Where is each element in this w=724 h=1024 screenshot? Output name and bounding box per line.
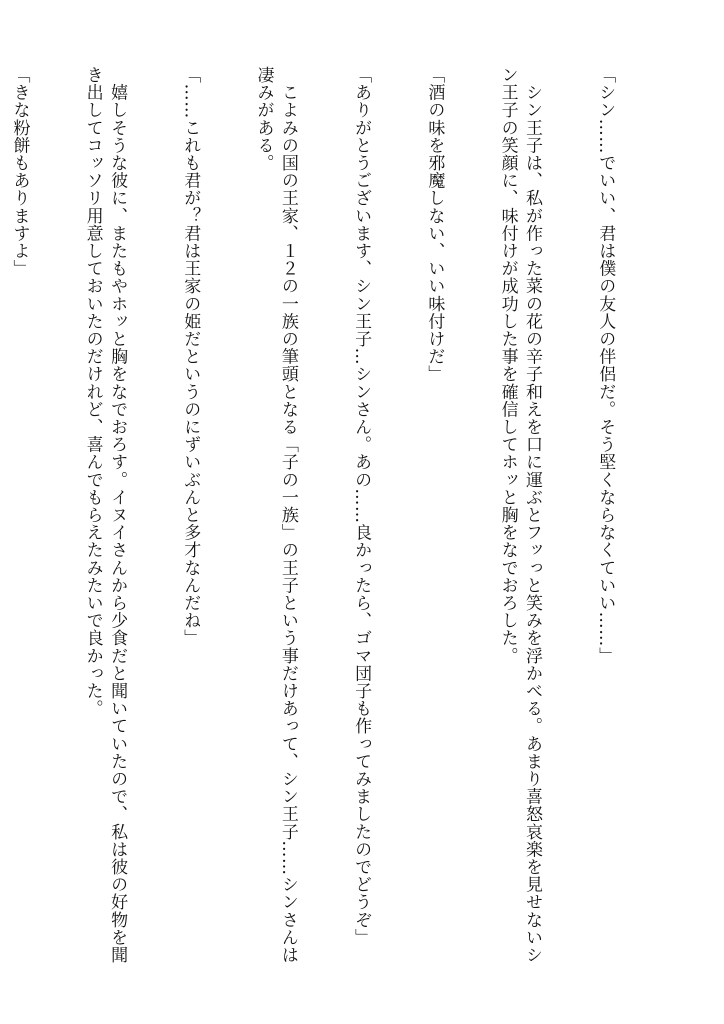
paragraph: 「ありがとうございます、シン王子…シンさん。あの……良かったら、ゴマ団子も作ってみましたのでどうぞ」: [351, 66, 372, 946]
paragraph: 嬉しそうな彼に、またもやホッと胸をなでおろす。イヌイさんから少食だと聞いていたので、私は彼の好物を聞き出してコッソリ用意しておいたのだけれど、喜んでもらえたみたいで良かった。: [82, 66, 128, 964]
paragraph: 「きな粉餅もありますよ」: [9, 66, 30, 278]
paragraph: 「シン……でいい、君は僕の友人の伴侶だ。そう堅くならなくていい……」: [595, 66, 616, 665]
paragraph: 「……これも君が？君は王家の姫だというのにずいぶんと多才なんだね」: [180, 66, 201, 647]
paragraph: こよみの国の王家、１２の一族の筆頭となる「子の一族」の王子という事だけあって、シン王子……シンさんは凄みがある。: [253, 66, 298, 964]
paragraph: 「酒の味を邪魔しない、いい味付けだ」: [424, 66, 445, 383]
paragraph: シン王子は、私が作った菜の花の辛子和えを口に運ぶとフッっと笑みを浮かべる。あまり喜怒哀楽を見せないシン王子の笑顔に、味付けが成功した事を確信してホッと胸をなでおろした。: [497, 66, 542, 964]
vertical-text-block: [0, 66, 666, 978]
